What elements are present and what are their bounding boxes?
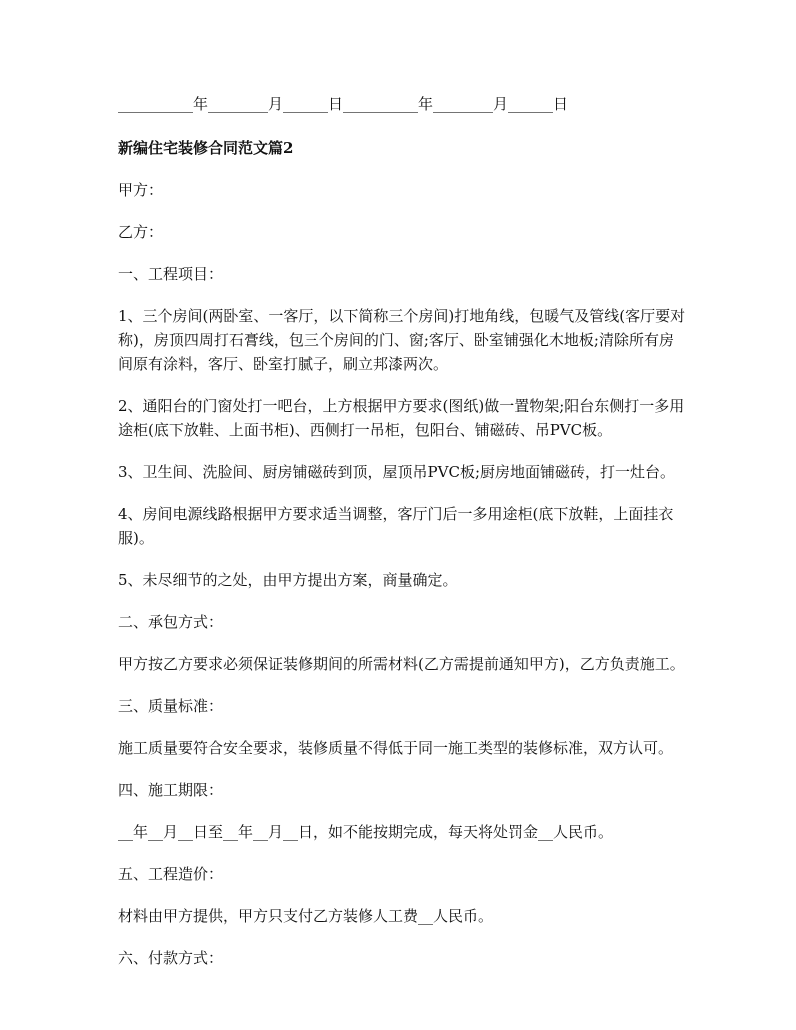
document-body [118,92,688,988]
project-item-3: 3、卫生间、洗脸间、厨房铺磁砖到顶，屋顶吊PVC板;厨房地面铺磁砖，打一灶台。 [118,463,676,481]
schedule-text: __年__月__日至__年__月__日，如不能按期完成，每天将处罚金__人民币。 [118,823,614,841]
project-item-5: 5、未尽细节的之处，由甲方提出方案，商量确定。 [118,571,458,589]
document-title: 新编住宅装修合同范文篇2 [118,139,294,157]
section-heading-cost: 五、工程造价： [118,865,224,883]
party-a-label: 甲方： [118,181,164,199]
quality-text: 施工质量要符合安全要求，装修质量不得低于同一施工类型的装修标准，双方认可。 [118,739,674,757]
signature-date-line: __________年________月______日__________年________月______日 [118,95,569,113]
section-heading-contract-method: 二、承包方式： [118,613,224,631]
section-heading-schedule: 四、施工期限： [118,781,224,799]
cost-text: 材料由甲方提供，甲方只支付乙方装修人工费__人民币。 [118,907,494,925]
section-heading-project: 一、工程项目： [118,265,224,283]
party-b-label: 乙方： [118,223,164,241]
section-heading-quality: 三、质量标准： [118,697,224,715]
project-item-1: 1、三个房间(两卧室、一客厅，以下简称三个房间)打地角线，包暖气及管线(客厅要对称)，房顶四周打石膏线，包三个房间的门、窗;客厅、卧室铺强化木地板;清除所有房间原有涂料，客厅、卧室打腻子，刷立邦漆两次。 [118,307,686,373]
section-heading-payment: 六、付款方式： [118,949,224,967]
contract-method-text: 甲方按乙方要求必须保证装修期间的所需材料(乙方需提前通知甲方)，乙方负责施工。 [118,655,685,673]
project-item-4: 4、房间电源线路根据甲方要求适当调整，客厅门后一多用途柜(底下放鞋，上面挂衣服)。 [118,505,674,547]
project-item-2: 2、通阳台的门窗处打一吧台，上方根据甲方要求(图纸)做一置物架;阳台东侧打一多用途柜(底下放鞋、上面书柜)、西侧打一吊柜，包阳台、铺磁砖、吊PVC板。 [118,397,685,439]
